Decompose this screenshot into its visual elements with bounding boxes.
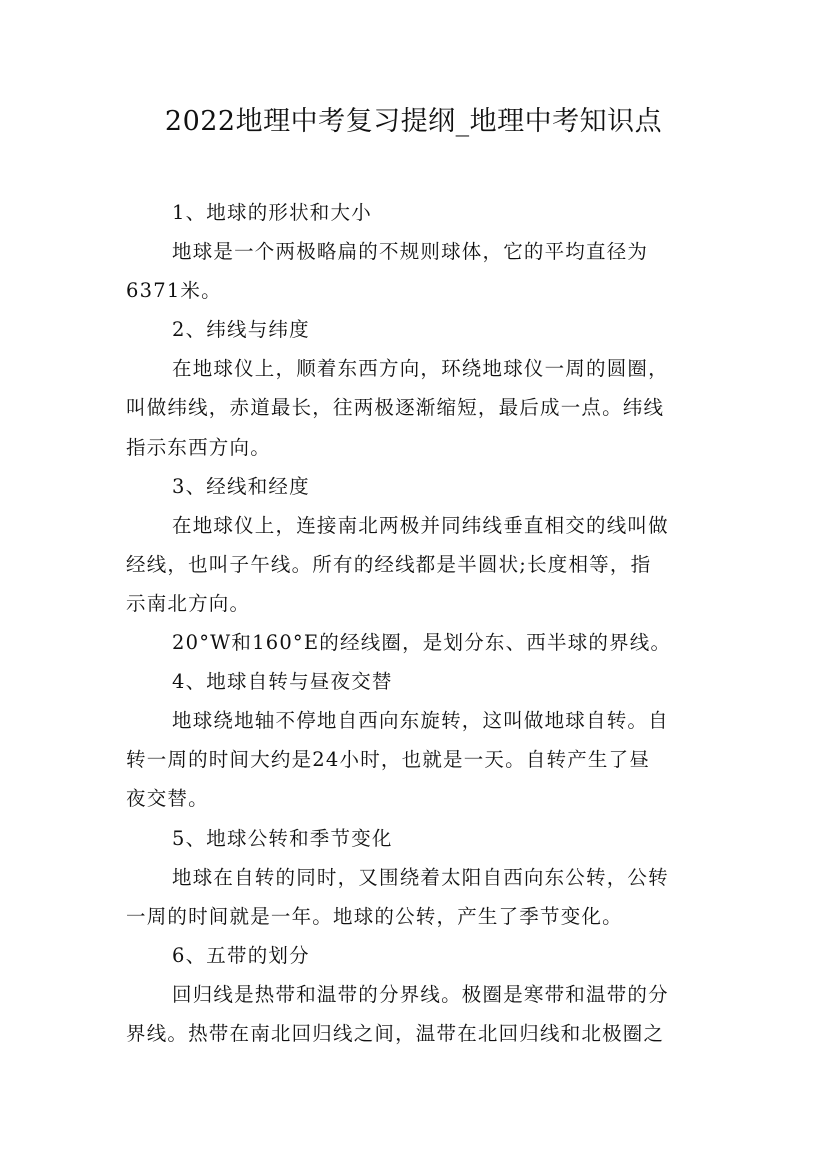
section-heading-1: 1、地球的形状和大小: [172, 201, 372, 224]
paragraph-line: 一周的时间就是一年。地球的公转，产生了季节变化。: [126, 904, 623, 928]
document-title: 2022地理中考复习提纲_地理中考知识点: [164, 106, 663, 137]
document-body: [126, 193, 706, 1053]
section-heading-4: 4、地球自转与昼夜交替: [172, 670, 393, 694]
paragraph-line: 6371米。: [126, 279, 222, 303]
paragraph-line: 在地球仪上，连接南北两极并同纬线垂直相交的线叫做: [172, 513, 669, 537]
paragraph-line: 界线。热带在南北回归线之间，温带在北回归线和北极圈之: [126, 1021, 665, 1045]
paragraph-line: 转一周的时间大约是24小时，也就是一天。自转产生了昼: [126, 748, 651, 772]
paragraph-line: 回归线是热带和温带的分界线。极圈是寒带和温带的分: [172, 982, 669, 1006]
paragraph-line: 地球在自转的同时，又围绕着太阳自西向东公转，公转: [172, 865, 669, 889]
paragraph-line: 叫做纬线，赤道最长，往两极逐渐缩短，最后成一点。纬线: [126, 396, 665, 420]
paragraph-line: 地球绕地轴不停地自西向东旋转，这叫做地球自转。自: [172, 709, 669, 733]
paragraph-line: 地球是一个两极略扁的不规则球体，它的平均直径为: [172, 240, 649, 264]
paragraph-line: 夜交替。: [126, 787, 209, 811]
paragraph-line: 20°W和160°E的经线圈，是划分东、西半球的界线。: [172, 631, 672, 655]
paragraph-line: 指示东西方向。: [126, 435, 271, 459]
section-heading-3: 3、经线和经度: [172, 474, 310, 498]
paragraph-line: 经线，也叫子午线。所有的经线都是半圆状;长度相等，指: [126, 552, 652, 576]
section-heading-6: 6、五带的划分: [172, 943, 310, 967]
paragraph-line: 示南北方向。: [126, 591, 251, 615]
section-heading-2: 2、纬线与纬度: [172, 318, 310, 342]
paragraph-line: 在地球仪上，顺着东西方向，环绕地球仪一周的圆圈，: [172, 357, 669, 381]
section-heading-5: 5、地球公转和季节变化: [172, 826, 393, 850]
